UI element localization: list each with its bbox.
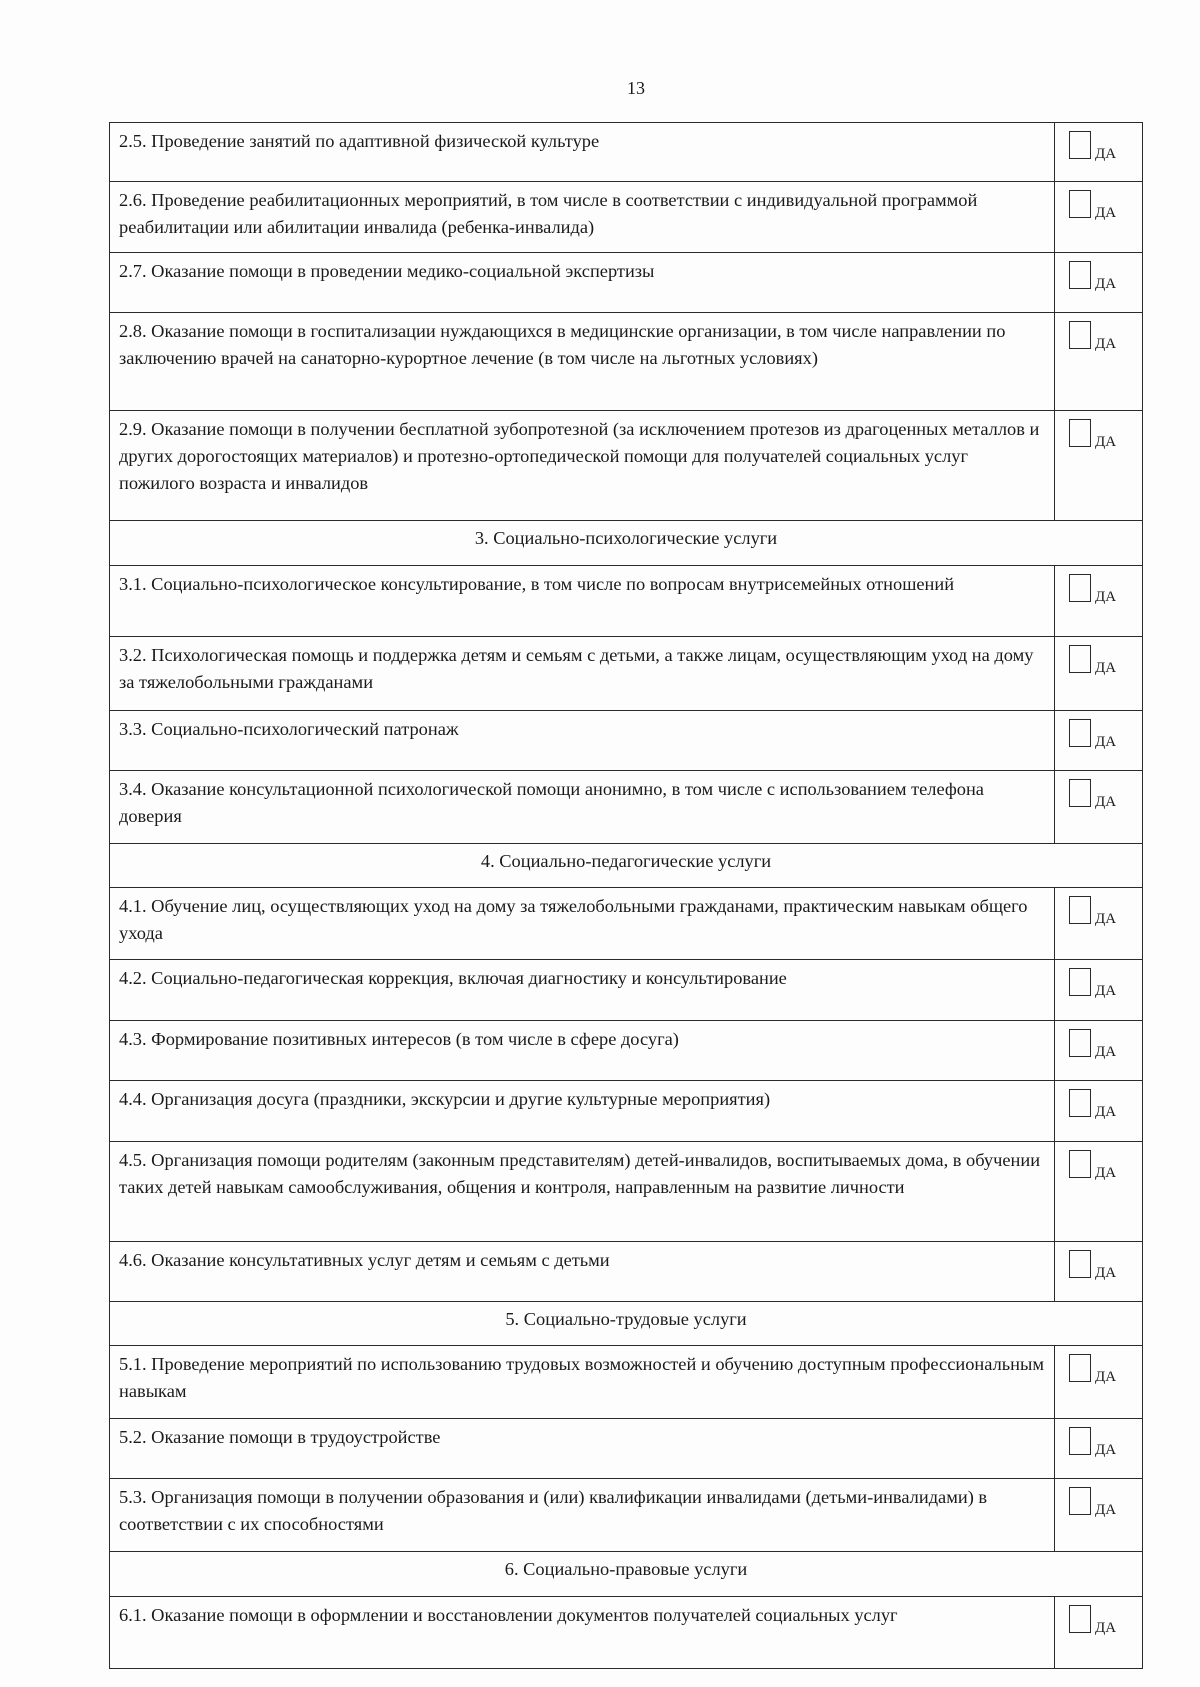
yes-label: ДА xyxy=(1095,794,1117,810)
option-cell xyxy=(1055,1021,1143,1081)
service-row xyxy=(110,888,1143,960)
option-cell xyxy=(1055,313,1143,411)
option-cell xyxy=(1055,711,1143,771)
yes-checkbox[interactable] xyxy=(1069,896,1091,924)
service-description: 4.6. Оказание консультативных услуг детям и семьям с детьми xyxy=(110,1242,1055,1302)
option-cell xyxy=(1055,1142,1143,1242)
yes-label: ДА xyxy=(1095,336,1117,352)
yes-checkbox[interactable] xyxy=(1069,1427,1091,1455)
service-description: 5.3. Организация помощи в получении образования и (или) квалификации инвалидами (детьми-инвалидами) в соответствии с их способностями xyxy=(110,1479,1055,1552)
service-description: 4.3. Формирование позитивных интересов (в том числе в сфере досуга) xyxy=(110,1021,1055,1081)
service-description: 4.4. Организация досуга (праздники, экскурсии и другие культурные мероприятия) xyxy=(110,1081,1055,1142)
yes-label: ДА xyxy=(1095,205,1117,221)
service-description: 4.5. Организация помощи родителям (законным представителям) детей-инвалидов, воспитываемых дома, в обучении таких детей навыкам самообслуживания, общения и контроля, направленным на развитие личности xyxy=(110,1142,1055,1242)
option-cell xyxy=(1055,123,1143,182)
section-title: 5. Социально-трудовые услуги xyxy=(110,1302,1143,1346)
yes-checkbox[interactable] xyxy=(1069,645,1091,673)
yes-label: ДА xyxy=(1095,1265,1117,1281)
yes-label: ДА xyxy=(1095,1104,1117,1120)
service-row xyxy=(110,182,1143,253)
service-description: 2.5. Проведение занятий по адаптивной физической культуре xyxy=(110,123,1055,182)
option-cell xyxy=(1055,253,1143,313)
yes-checkbox[interactable] xyxy=(1069,1150,1091,1178)
service-description: 3.4. Оказание консультационной психологической помощи анонимно, в том числе с использованием телефона доверия xyxy=(110,771,1055,844)
yes-checkbox[interactable] xyxy=(1069,1354,1091,1382)
service-row xyxy=(110,711,1143,771)
service-description: 2.8. Оказание помощи в госпитализации нуждающихся в медицинские организации, в том числе направлении по заключению врачей на санаторно-курортное лечение (в том числе на льготных условиях) xyxy=(110,313,1055,411)
yes-label: ДА xyxy=(1095,276,1117,292)
yes-label: ДА xyxy=(1095,1369,1117,1385)
yes-label: ДА xyxy=(1095,1502,1117,1518)
service-row xyxy=(110,637,1143,711)
yes-label: ДА xyxy=(1095,1620,1117,1636)
service-description: 2.6. Проведение реабилитационных мероприятий, в том числе в соответствии с индивидуальной программой реабилитации или абилитации инвалида (ребенка-инвалида) xyxy=(110,182,1055,253)
yes-label: ДА xyxy=(1095,589,1117,605)
yes-checkbox[interactable] xyxy=(1069,574,1091,602)
services-table xyxy=(109,122,1143,1669)
option-cell xyxy=(1055,1081,1143,1142)
service-row xyxy=(110,960,1143,1021)
yes-label: ДА xyxy=(1095,660,1117,676)
yes-checkbox[interactable] xyxy=(1069,1605,1091,1633)
option-cell xyxy=(1055,1419,1143,1479)
section-title: 6. Социально-правовые услуги xyxy=(110,1552,1143,1597)
service-row xyxy=(110,1081,1143,1142)
service-row xyxy=(110,1242,1143,1302)
service-description: 2.9. Оказание помощи в получении бесплатной зубопротезной (за исключением протезов из драгоценных металлов и других дорогостоящих материалов) и протезно-ортопедической помощи для получателей социальных услуг пожилого возраста и инвалидов xyxy=(110,411,1055,521)
service-description: 4.2. Социально-педагогическая коррекция, включая диагностику и консультирование xyxy=(110,960,1055,1021)
section-header-row xyxy=(110,1552,1143,1597)
section-title: 4. Социально-педагогические услуги xyxy=(110,844,1143,888)
yes-label: ДА xyxy=(1095,911,1117,927)
service-row xyxy=(110,313,1143,411)
service-description: 4.1. Обучение лиц, осуществляющих уход на дому за тяжелобольными гражданами, практическим навыкам общего ухода xyxy=(110,888,1055,960)
service-description: 5.2. Оказание помощи в трудоустройстве xyxy=(110,1419,1055,1479)
yes-label: ДА xyxy=(1095,983,1117,999)
service-description: 2.7. Оказание помощи в проведении медико-социальной экспертизы xyxy=(110,253,1055,313)
yes-checkbox[interactable] xyxy=(1069,1089,1091,1117)
service-description: 5.1. Проведение мероприятий по использованию трудовых возможностей и обучению доступным профессиональным навыкам xyxy=(110,1346,1055,1419)
service-row xyxy=(110,411,1143,521)
service-row xyxy=(110,1597,1143,1669)
service-row xyxy=(110,123,1143,182)
service-row xyxy=(110,1021,1143,1081)
option-cell xyxy=(1055,1479,1143,1552)
yes-checkbox[interactable] xyxy=(1069,131,1091,159)
yes-checkbox[interactable] xyxy=(1069,968,1091,996)
yes-label: ДА xyxy=(1095,434,1117,450)
yes-checkbox[interactable] xyxy=(1069,1029,1091,1057)
option-cell xyxy=(1055,1242,1143,1302)
yes-checkbox[interactable] xyxy=(1069,321,1091,349)
service-row xyxy=(110,1142,1143,1242)
yes-checkbox[interactable] xyxy=(1069,719,1091,747)
services-table-body xyxy=(110,123,1143,1669)
yes-checkbox[interactable] xyxy=(1069,1487,1091,1515)
service-row xyxy=(110,1346,1143,1419)
section-header-row xyxy=(110,521,1143,566)
yes-label: ДА xyxy=(1095,734,1117,750)
yes-checkbox[interactable] xyxy=(1069,1250,1091,1278)
service-row xyxy=(110,253,1143,313)
yes-label: ДА xyxy=(1095,146,1117,162)
option-cell xyxy=(1055,1597,1143,1669)
option-cell xyxy=(1055,566,1143,637)
service-description: 3.1. Социально-психологическое консультирование, в том числе по вопросам внутрисемейных отношений xyxy=(110,566,1055,637)
service-description: 6.1. Оказание помощи в оформлении и восстановлении документов получателей социальных услуг xyxy=(110,1597,1055,1669)
yes-label: ДА xyxy=(1095,1044,1117,1060)
option-cell xyxy=(1055,637,1143,711)
yes-label: ДА xyxy=(1095,1165,1117,1181)
yes-checkbox[interactable] xyxy=(1069,419,1091,447)
page-number: 13 xyxy=(627,78,645,98)
option-cell xyxy=(1055,960,1143,1021)
service-row xyxy=(110,771,1143,844)
section-title: 3. Социально-психологические услуги xyxy=(110,521,1143,566)
option-cell xyxy=(1055,771,1143,844)
section-header-row xyxy=(110,1302,1143,1346)
service-description: 3.3. Социально-психологический патронаж xyxy=(110,711,1055,771)
option-cell xyxy=(1055,182,1143,253)
service-row xyxy=(110,1479,1143,1552)
section-header-row xyxy=(110,844,1143,888)
service-row xyxy=(110,566,1143,637)
service-row xyxy=(110,1419,1143,1479)
yes-label: ДА xyxy=(1095,1442,1117,1458)
option-cell xyxy=(1055,1346,1143,1419)
yes-checkbox[interactable] xyxy=(1069,261,1091,289)
service-description: 3.2. Психологическая помощь и поддержка детям и семьям с детьми, а также лицам, осуществляющим уход на дому за тяжелобольными гражданами xyxy=(110,637,1055,711)
yes-checkbox[interactable] xyxy=(1069,779,1091,807)
yes-checkbox[interactable] xyxy=(1069,190,1091,218)
option-cell xyxy=(1055,888,1143,960)
option-cell xyxy=(1055,411,1143,521)
